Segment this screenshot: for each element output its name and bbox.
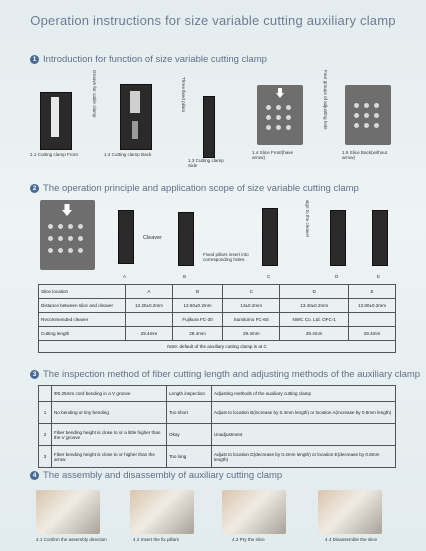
table-cell: Fujikura FC-30 [172, 313, 222, 327]
table-cell: Too long [167, 446, 212, 468]
clamp-d-image [330, 210, 346, 266]
table-header-cell: C [223, 285, 280, 299]
table-cell: 2 [39, 424, 52, 446]
table-header-cell [39, 386, 52, 402]
assembly-photo-1 [36, 490, 100, 534]
caption-1-2: 1.2 Cutting clamp Back [104, 152, 152, 157]
table-cell: Fiber bending height is close to or a little higher than the V groove [52, 424, 167, 446]
table-header-cell: A [126, 285, 173, 299]
letter-c: C [267, 274, 271, 279]
table-cell: 29.4mm [223, 327, 280, 341]
inspection-table [38, 385, 396, 468]
table-header-cell: D [280, 285, 349, 299]
assembly-photo-3 [222, 490, 286, 534]
slice-front-image [257, 85, 303, 145]
table-cell: 13±0.2mm [223, 299, 280, 313]
table-row [39, 424, 396, 446]
caption-4-4: 4.4 Disassemble the slice [325, 537, 378, 542]
table-row [39, 327, 396, 341]
section-number: 3 [30, 370, 39, 379]
table-cell: 13.40±0.2mm [280, 299, 349, 313]
table-cell: 29.4mm [349, 327, 396, 341]
clamp-a-image [118, 210, 134, 264]
table-cell: Okay [167, 424, 212, 446]
table-cell: Fiber bending height is close to or higher than the arrow [52, 446, 167, 468]
caption-1-1: 1.1 Cutting clamp Front [30, 152, 78, 157]
spec-table [38, 284, 396, 353]
table-header-cell: E [349, 285, 396, 299]
section-3-heading [30, 369, 420, 380]
caption-4-2: 4.2 Insert the fix pillars [133, 537, 179, 542]
table-cell: No bending or tiny bending [52, 402, 167, 424]
table-header-cell: B [172, 285, 222, 299]
table-cell: 12.60±0.2mm [172, 299, 222, 313]
table-note: Note: default of the auxiliary cutting clamp is at C [39, 341, 396, 353]
section-4-heading [30, 470, 282, 481]
table-cell: Distance between slice and cleaver [39, 299, 126, 313]
slice-back-image [345, 85, 391, 145]
section-label: The assembly and disassembly of auxiliary cutting clamp [43, 470, 283, 481]
section-number: 2 [30, 184, 39, 193]
table-cell [126, 313, 173, 327]
page-title: Operation instructions for size variable cutting auxiliary clamp [30, 13, 396, 28]
clamp-side-image [203, 96, 215, 158]
section-label: The operation principle and application scope of size variable cutting clamp [43, 183, 359, 194]
caption-4-1: 4.1 Confirm the assembly direction [36, 537, 107, 542]
clamp-b-image [178, 212, 194, 266]
caption-1-4: 1.4 Slice Front(have arrow) [252, 150, 294, 161]
table-cell: Unadjustment [212, 424, 396, 446]
section-number: 1 [30, 55, 39, 64]
section-label: Introduction for function of size variable cutting clamp [43, 54, 267, 65]
section-label: The inspection method of fiber cutting length and adjusting methods of the auxiliary clamp [43, 369, 421, 380]
caption-1-3: 1.3 Cutting clamp Side [188, 158, 224, 169]
clamp-e-image [372, 210, 388, 266]
assembly-photo-2 [130, 490, 194, 534]
table-cell: 12.20±0.2mm [126, 299, 173, 313]
table-header-row [39, 285, 396, 299]
caption-4-3: 4.3 Pry the slice [232, 537, 265, 542]
three-pilars-label: Three fixed pilars [181, 77, 186, 113]
table-cell [349, 313, 396, 327]
section-2-heading [30, 183, 359, 194]
fixed-pillars-label: Fixed pillars insert into corresponding holes [203, 252, 249, 263]
section-number: 4 [30, 471, 39, 480]
groove-label: Groove for cable clamp [92, 70, 97, 118]
letter-d: D [335, 274, 339, 279]
table-cell: Sumitomo FC-6S [223, 313, 280, 327]
table-header-row [39, 386, 396, 402]
table-row [39, 402, 396, 424]
clamp-back-image [120, 84, 152, 150]
letter-e: E [377, 274, 381, 279]
table-cell: Recommended cleaver [39, 313, 126, 327]
table-cell: Cutting length [39, 327, 126, 341]
table-cell: 1 [39, 402, 52, 424]
table-header-cell: Adjusting methods of the auxiliary cutting clamp [212, 386, 396, 402]
sign-label: sign to the cleaver [305, 200, 310, 238]
table-cell: 29.4mm [172, 327, 222, 341]
caption-1-5: 1.5 Slice Back(without arrow) [342, 150, 388, 161]
table-cell: NWC Co. Ltd. OFC-1 [280, 313, 349, 327]
table-row [39, 299, 396, 313]
clamp-front-image [40, 92, 72, 150]
table-cell: 13.80±0.2mm [349, 299, 396, 313]
adjusting-hole-label: Four groups of adjusting hole [323, 70, 328, 130]
table-cell: 29.4mm [126, 327, 173, 341]
slice-letters-image [40, 200, 95, 270]
letter-b: B [183, 274, 187, 279]
table-cell: 3 [39, 446, 52, 468]
table-cell: 29.4mm [280, 327, 349, 341]
letter-a: A [123, 274, 127, 279]
section-1-heading [30, 54, 267, 65]
table-header-cell: Slice location [39, 285, 126, 299]
table-cell: Adjust to location D(decrease by 0.4mm length) or location E(decrease by 0.8mm length) [212, 446, 396, 468]
table-header-cell: Φ0.25mm cord bending in a V groove [52, 386, 167, 402]
table-row [39, 446, 396, 468]
table-note-row [39, 341, 396, 353]
table-cell: Too short [167, 402, 212, 424]
cleaver-label: Cleaver [143, 235, 162, 241]
table-header-cell: Length inspection [167, 386, 212, 402]
table-row [39, 313, 396, 327]
assembly-photo-4 [318, 490, 382, 534]
clamp-c-image [262, 208, 278, 266]
table-cell: Adjust to location B(increase by 0.4mm length) or location A(increase by 0.8mm length) [212, 402, 396, 424]
